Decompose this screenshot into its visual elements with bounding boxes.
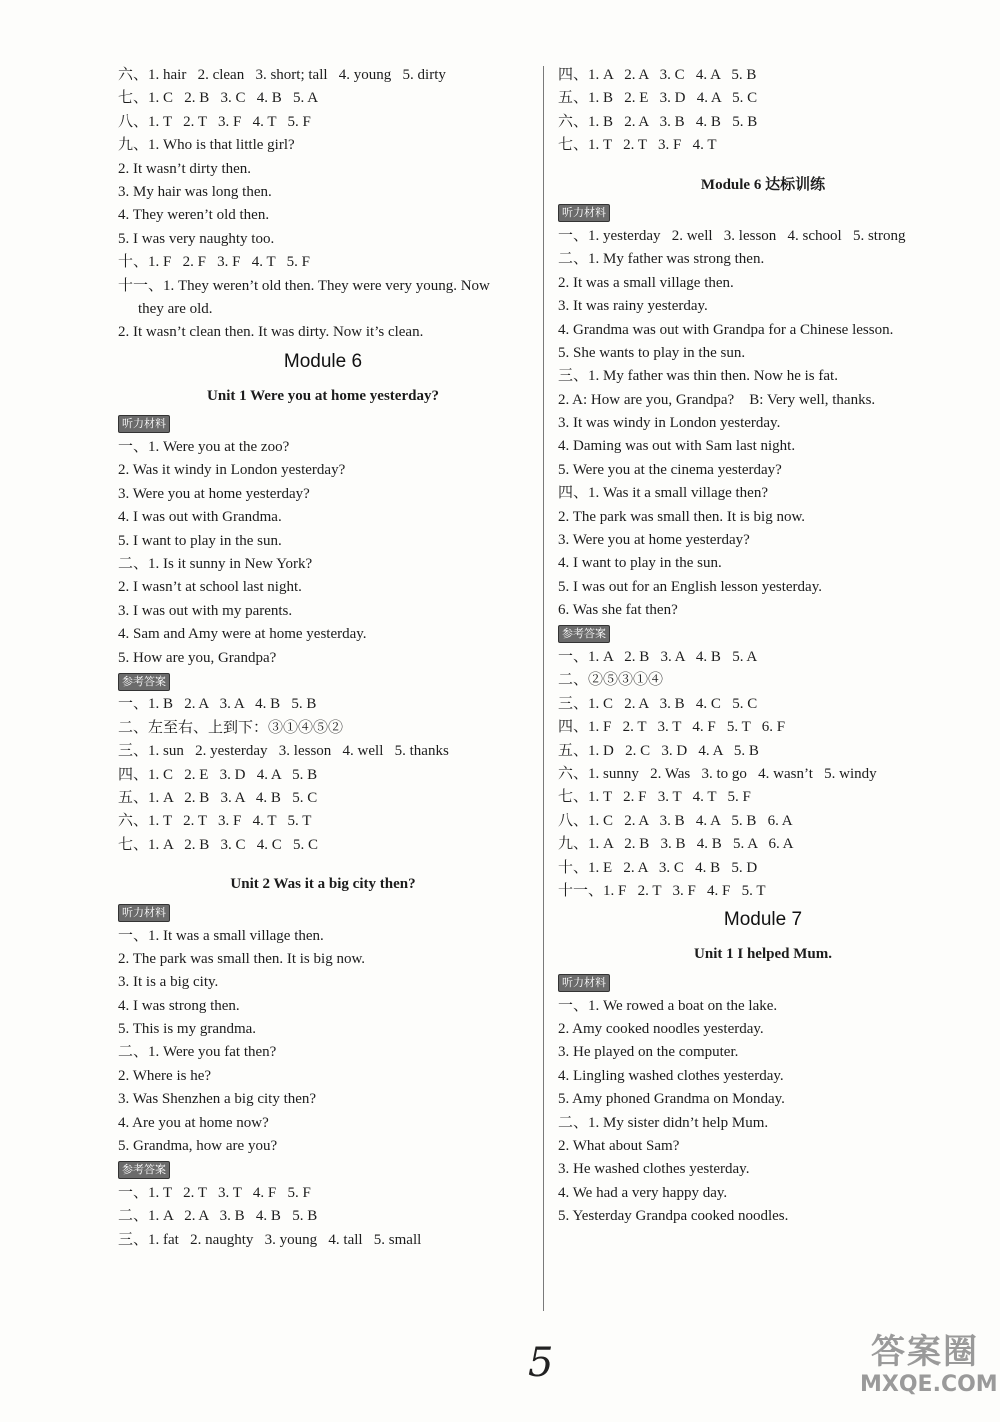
answer-line: 一、1. We rowed a boat on the lake. xyxy=(558,997,778,1014)
unit-heading: Unit 1 I helped Mum. xyxy=(694,946,832,963)
answer-line: 2. The park was small then. It is big now. xyxy=(558,508,806,525)
answer-line: 4. Daming was out with Sam last night. xyxy=(558,438,796,455)
section-tag: 听力材料 xyxy=(558,974,610,992)
page-number: 5 xyxy=(528,1340,554,1386)
answer-line: 2. Was it windy in London yesterday? xyxy=(118,462,346,479)
answer-line: 四、1. Was it a small village then? xyxy=(558,485,768,502)
section-tag-row xyxy=(558,971,968,994)
answer-line: 一、1. yesterday 2. well 3. lesson 4. school 5. strong xyxy=(558,227,906,244)
right-column xyxy=(558,64,968,1229)
unit-heading: Module 6 达标训练 xyxy=(700,176,826,193)
answer-line: 八、1. C 2. A 3. B 4. A 5. B 6. A xyxy=(558,812,793,829)
answer-line: 十一、1. They weren’t old then. They were very young. Now xyxy=(118,277,490,294)
answer-line: 3. It is a big city. xyxy=(118,974,219,991)
answer-line: 十、1. F 2. F 3. F 4. T 5. F xyxy=(118,254,310,271)
section-tag: 听力材料 xyxy=(118,415,170,433)
section-tag-row xyxy=(118,1158,528,1181)
answer-line: 二、1. My sister didn’t help Mum. xyxy=(558,1114,769,1131)
answer-line: 二、1. A 2. A 3. B 4. B 5. B xyxy=(118,1208,318,1225)
answer-line: 5. I want to play in the sun. xyxy=(118,532,282,549)
answer-line: 2. It wasn’t clean then. It was dirty. Now it’s clean. xyxy=(118,324,424,341)
answer-line: 一、1. A 2. B 3. A 4. B 5. A xyxy=(558,648,758,665)
answer-line: 2. I wasn’t at school last night. xyxy=(118,579,302,596)
module-heading: Module 7 xyxy=(723,909,803,931)
answer-line: 3. He played on the computer. xyxy=(558,1044,739,1061)
answer-line: 三、1. sun 2. yesterday 3. lesson 4. well 5. thanks xyxy=(118,743,449,760)
answer-line: 5. Grandma, how are you? xyxy=(118,1138,278,1155)
answer-line: 5. I was very naughty too. xyxy=(118,230,275,247)
section-tag: 听力材料 xyxy=(558,204,610,222)
answer-line: 4. Grandma was out with Grandpa for a Chinese lesson. xyxy=(558,321,894,338)
answer-line: 六、1. T 2. T 3. F 4. T 5. T xyxy=(118,813,312,830)
answer-line: 3. It was rainy yesterday. xyxy=(558,298,708,315)
answer-line: 五、1. A 2. B 3. A 4. B 5. C xyxy=(118,789,318,806)
answer-line: 三、1. My father was thin then. Now he is fat. xyxy=(558,368,838,385)
answer-line: 5. I was out for an English lesson yesterday. xyxy=(558,578,822,595)
section-tag-row xyxy=(118,413,528,436)
answer-line: 十、1. E 2. A 3. C 4. B 5. D xyxy=(558,859,758,876)
section-tag: 参考答案 xyxy=(118,673,170,691)
answer-line: 3. It was windy in London yesterday. xyxy=(558,415,781,432)
watermark-text: 答案圈 xyxy=(871,1332,979,1372)
answer-line: 4. I was out with Grandma. xyxy=(118,509,282,526)
spacer xyxy=(118,857,528,867)
answer-line: 5. Were you at the cinema yesterday? xyxy=(558,461,782,478)
answer-line: 2. What about Sam? xyxy=(558,1138,680,1155)
answer-line: 六、1. sunny 2. Was 3. to go 4. wasn’t 5. windy xyxy=(558,765,877,782)
answer-line: 四、1. C 2. E 3. D 4. A 5. B xyxy=(118,766,318,783)
answer-line: 九、1. A 2. B 3. B 4. B 5. A 6. A xyxy=(558,836,794,853)
answer-line: 七、1. T 2. T 3. F 4. T xyxy=(558,137,717,154)
unit-heading: Unit 2 Was it a big city then? xyxy=(230,876,416,893)
answer-line: 5. How are you, Grandpa? xyxy=(118,649,277,666)
answer-line: 二、②⑤③①④ xyxy=(558,672,664,689)
answer-line: 八、1. T 2. T 3. F 4. T 5. F xyxy=(118,113,311,130)
answer-line: 三、1. C 2. A 3. B 4. C 5. C xyxy=(558,695,758,712)
answer-line: 4. We had a very happy day. xyxy=(558,1184,728,1201)
answer-line: 3. Was Shenzhen a big city then? xyxy=(118,1091,317,1108)
answer-line: 二、1. My father was strong then. xyxy=(558,251,765,268)
section-tag: 参考答案 xyxy=(118,1161,170,1179)
section-tag-row xyxy=(558,202,968,225)
answer-line: 3. Were you at home yesterday? xyxy=(118,485,310,502)
answer-line: 2. The park was small then. It is big now. xyxy=(118,950,366,967)
answer-line: 4. Lingling washed clothes yesterday. xyxy=(558,1067,784,1084)
watermark-logo xyxy=(860,1332,998,1410)
answer-line: 3. He washed clothes yesterday. xyxy=(558,1161,750,1178)
answer-line: 五、1. D 2. C 3. D 4. A 5. B xyxy=(558,742,759,759)
section-tag-row xyxy=(558,623,968,646)
answer-line: 4. I want to play in the sun. xyxy=(558,555,722,572)
answer-line: 十一、1. F 2. T 3. F 4. F 5. T xyxy=(558,882,766,899)
answer-line: 四、1. A 2. A 3. C 4. A 5. B xyxy=(558,67,757,83)
answer-line: 2. Amy cooked noodles yesterday. xyxy=(558,1021,764,1038)
column-divider xyxy=(543,66,544,1311)
answer-line: 五、1. B 2. E 3. D 4. A 5. C xyxy=(558,90,758,107)
answer-line: 九、1. Who is that little girl? xyxy=(118,137,295,154)
answer-line: 5. Amy phoned Grandma on Monday. xyxy=(558,1091,785,1108)
answer-line: 6. Was she fat then? xyxy=(558,602,678,619)
answer-line: 一、1. B 2. A 3. A 4. B 5. B xyxy=(118,696,317,713)
watermark-url: MXQE.COM xyxy=(860,1372,998,1397)
answer-line: 4. Are you at home now? xyxy=(118,1114,269,1131)
section-tag: 听力材料 xyxy=(118,904,170,922)
answer-line: 一、1. Were you at the zoo? xyxy=(118,439,290,456)
answer-line: 4. Sam and Amy were at home yesterday. xyxy=(118,626,367,643)
answer-line: 三、1. fat 2. naughty 3. young 4. tall 5. small xyxy=(118,1231,422,1248)
module-heading: Module 6 xyxy=(283,350,363,372)
answer-line: 一、1. It was a small village then. xyxy=(118,927,324,944)
answer-line: 2. It wasn’t dirty then. xyxy=(118,160,252,177)
answer-line: 5. This is my grandma. xyxy=(118,1021,257,1038)
answer-line: 七、1. A 2. B 3. C 4. C 5. C xyxy=(118,836,319,853)
section-tag-row xyxy=(118,901,528,924)
answer-line: 四、1. F 2. T 3. T 4. F 5. T 6. F xyxy=(558,719,786,736)
answer-line: 2. It was a small village then. xyxy=(558,274,734,291)
answer-line: 二、左至右、上到下：③①④⑤② xyxy=(118,719,344,736)
answer-line: 二、1. Is it sunny in New York? xyxy=(118,556,313,573)
answer-line: 七、1. C 2. B 3. C 4. B 5. A xyxy=(118,90,319,107)
left-column xyxy=(118,64,528,1252)
answer-line: 一、1. T 2. T 3. T 4. F 5. F xyxy=(118,1184,311,1201)
section-tag-row xyxy=(118,670,528,693)
answer-line: 4. I was strong then. xyxy=(118,997,240,1014)
answer-line-continuation: they are old. xyxy=(138,300,213,317)
answer-line: 4. They weren’t old then. xyxy=(118,207,270,224)
answer-line: 六、1. hair 2. clean 3. short; tall 4. young 5. dirty xyxy=(118,67,446,83)
section-tag: 参考答案 xyxy=(558,625,610,643)
spacer xyxy=(558,158,968,168)
answer-line: 七、1. T 2. F 3. T 4. T 5. F xyxy=(558,789,751,806)
answer-line: 3. My hair was long then. xyxy=(118,183,272,200)
answer-line: 2. Where is he? xyxy=(118,1067,212,1084)
answer-line: 5. She wants to play in the sun. xyxy=(558,344,746,361)
answer-line: 2. A: How are you, Grandpa? B: Very well, thanks. xyxy=(558,391,876,408)
unit-heading: Unit 1 Were you at home yesterday? xyxy=(207,387,439,404)
answer-line: 3. Were you at home yesterday? xyxy=(558,532,750,549)
answer-line: 二、1. Were you fat then? xyxy=(118,1044,277,1061)
answer-line: 5. Yesterday Grandpa cooked noodles. xyxy=(558,1208,789,1225)
answer-line: 3. I was out with my parents. xyxy=(118,602,293,619)
answer-line: 六、1. B 2. A 3. B 4. B 5. B xyxy=(558,113,758,130)
